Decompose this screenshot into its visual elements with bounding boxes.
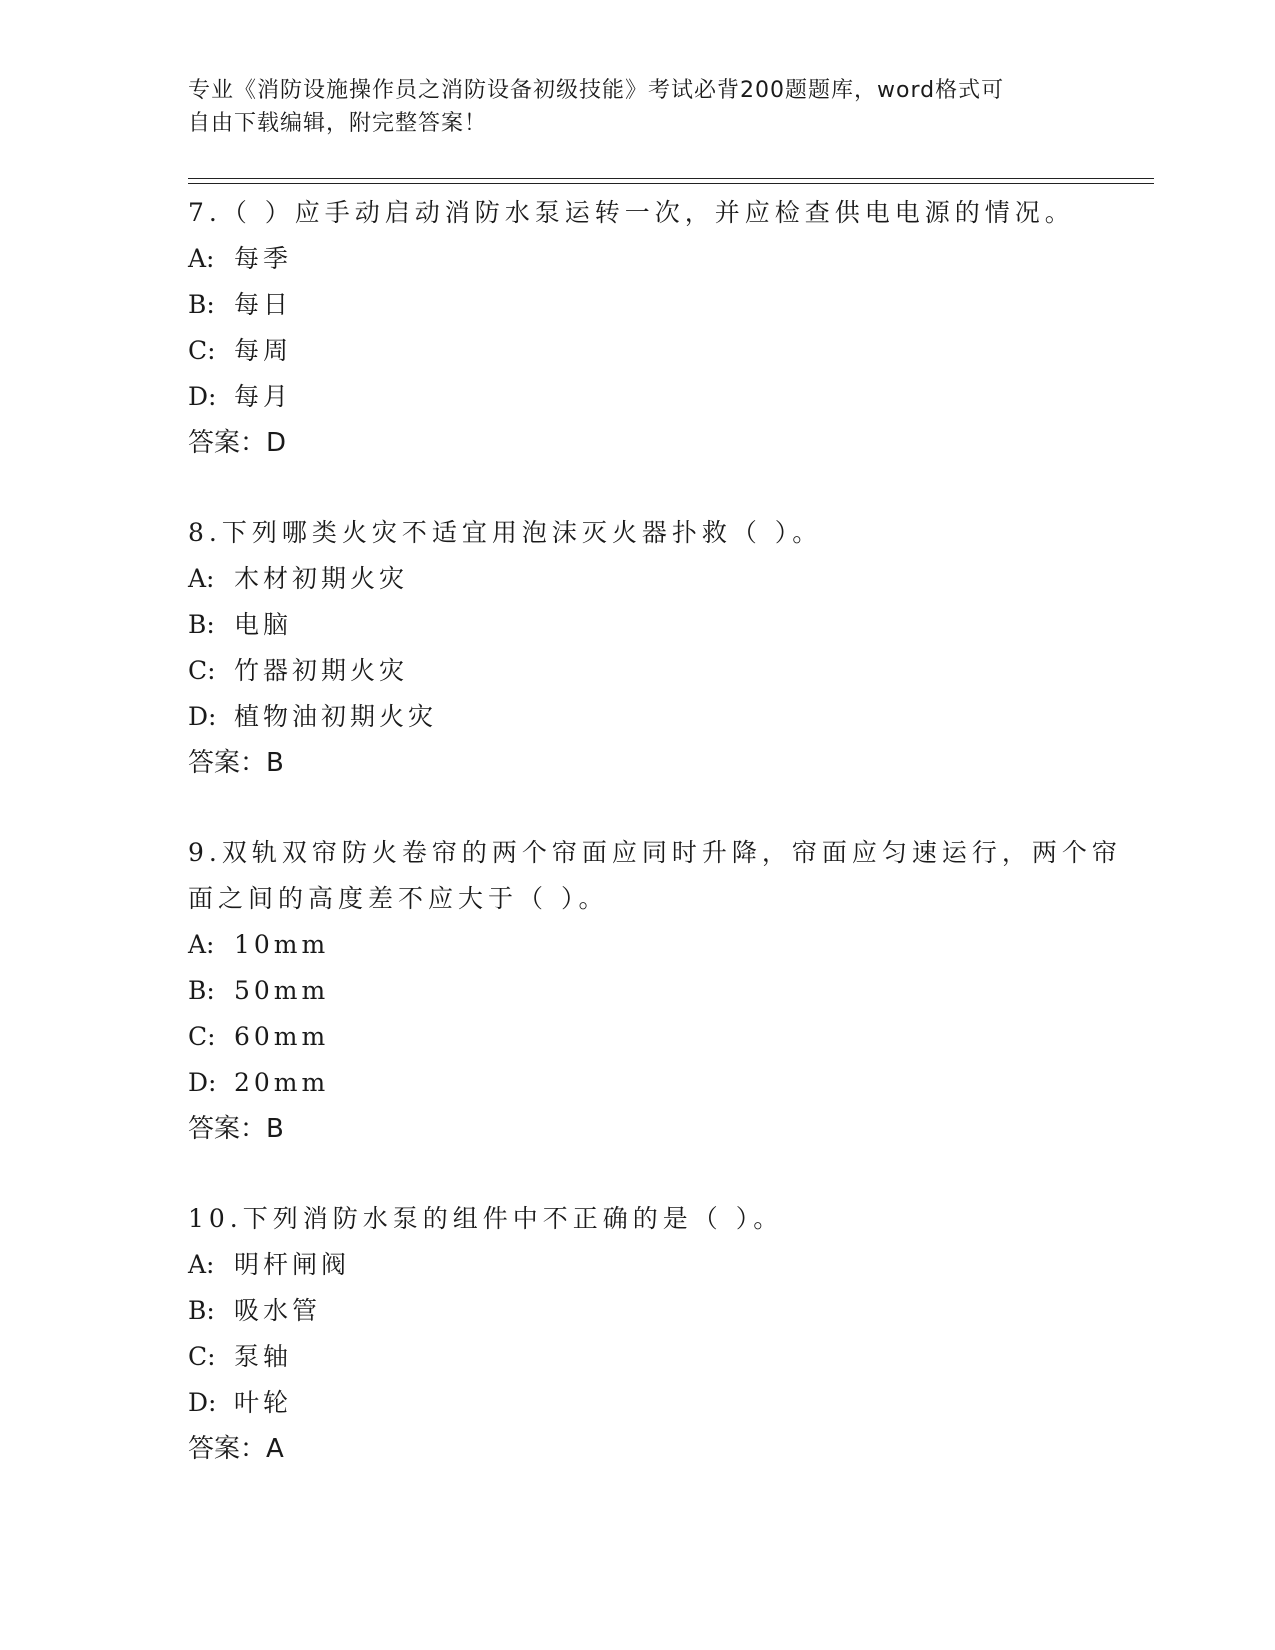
option-label: A:	[188, 1250, 215, 1279]
option-text: 电脑	[234, 610, 293, 639]
option-label: B:	[188, 290, 215, 319]
option-label: A:	[188, 244, 215, 273]
option-d	[188, 1060, 1148, 1106]
option-label: D:	[188, 1388, 217, 1417]
answer: 答案：D	[188, 428, 287, 458]
option-text: 每周	[234, 336, 293, 365]
option-text: 泵轴	[234, 1342, 293, 1371]
option-text: 植物油初期火灾	[234, 702, 438, 731]
question-text: 9.双轨双帘防火卷帘的两个帘面应同时升降，帘面应匀速运行，两个帘面之间的高度差不应大于（ ）。	[188, 838, 1122, 913]
option-text: 每季	[234, 244, 293, 273]
option-label: A:	[188, 930, 215, 959]
option-text: 吸水管	[234, 1296, 322, 1325]
option-c	[188, 1334, 1148, 1380]
question-9	[188, 830, 1148, 1152]
option-text: 20mm	[234, 1068, 330, 1097]
option-text: 明杆闸阀	[234, 1250, 351, 1279]
option-a	[188, 922, 1148, 968]
option-label: B:	[188, 976, 215, 1005]
option-text: 每日	[234, 290, 293, 319]
option-a	[188, 1242, 1148, 1288]
option-label: D:	[188, 702, 217, 731]
option-d	[188, 1380, 1148, 1426]
option-label: B:	[188, 1296, 215, 1325]
header-line-2: 自由下载编辑，附完整答案！	[188, 111, 488, 136]
option-label: C:	[188, 336, 216, 365]
option-b	[188, 602, 1148, 648]
header-divider-bottom	[188, 183, 1154, 184]
option-label: B:	[188, 610, 215, 639]
option-text: 50mm	[234, 976, 330, 1005]
option-d	[188, 374, 1148, 420]
option-d	[188, 694, 1148, 740]
option-label: C:	[188, 1022, 216, 1051]
option-text: 每月	[234, 382, 293, 411]
question-text: 10.下列消防水泵的组件中不正确的是（ ）。	[188, 1204, 784, 1233]
option-label: C:	[188, 1342, 216, 1371]
option-text: 60mm	[234, 1022, 330, 1051]
option-c	[188, 328, 1148, 374]
document-header	[188, 74, 1068, 140]
option-label: C:	[188, 656, 216, 685]
option-text: 木材初期火灾	[234, 564, 409, 593]
header-divider-top	[188, 178, 1154, 179]
option-c	[188, 648, 1148, 694]
option-text: 10mm	[234, 930, 330, 959]
option-text: 竹器初期火灾	[234, 656, 409, 685]
header-line-1: 专业《消防设施操作员之消防设备初级技能》考试必背200题题库，word格式可	[188, 78, 1005, 103]
option-text: 叶轮	[234, 1388, 293, 1417]
option-a	[188, 236, 1148, 282]
answer: 答案：B	[188, 1114, 284, 1144]
option-label: D:	[188, 1068, 217, 1097]
question-list	[188, 190, 1148, 1472]
question-text: 7.（ ）应手动启动消防水泵运转一次，并应检查供电电源的情况。	[188, 198, 1075, 227]
option-label: D:	[188, 382, 217, 411]
answer: 答案：B	[188, 748, 284, 778]
question-7	[188, 190, 1148, 466]
answer: 答案：A	[188, 1434, 284, 1464]
option-label: A:	[188, 564, 215, 593]
question-text: 8.下列哪类火灾不适宜用泡沫灭火器扑救（ ）。	[188, 518, 823, 547]
option-c	[188, 1014, 1148, 1060]
option-a	[188, 556, 1148, 602]
question-10	[188, 1196, 1148, 1472]
option-b	[188, 968, 1148, 1014]
option-b	[188, 1288, 1148, 1334]
question-8	[188, 510, 1148, 786]
option-b	[188, 282, 1148, 328]
